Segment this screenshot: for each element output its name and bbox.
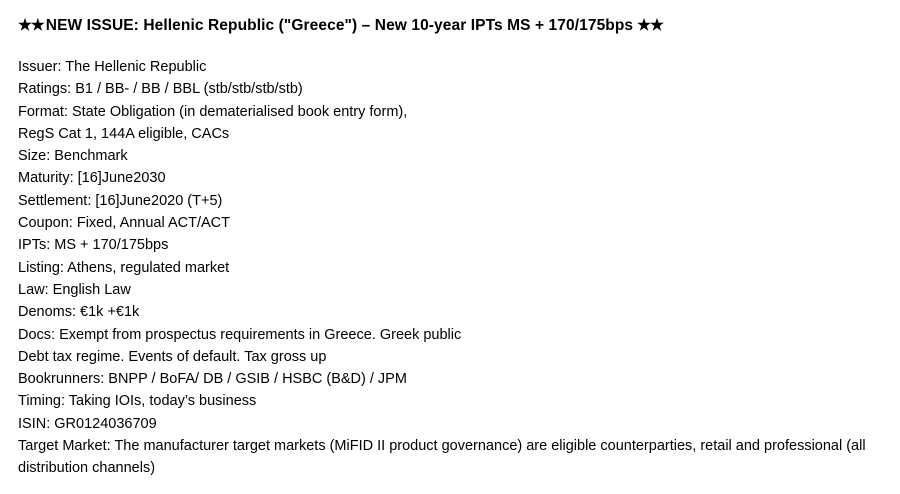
term-line: Target Market: The manufacturer target markets (MiFID II product governance) are eligible counterparties, retail and professional (all distribution channels) bbox=[18, 438, 866, 477]
term-line: Bookrunners: BNPP / BoFA/ DB / GSIB / HSBC (B&D) / JPM bbox=[18, 371, 407, 388]
term-line: Issuer: The Hellenic Republic bbox=[18, 59, 207, 75]
term-line: Coupon: Fixed, Annual ACT/ACT bbox=[18, 215, 230, 232]
term-line: Timing: Taking IOIs, today’s business bbox=[18, 393, 257, 410]
term-line: Docs: Exempt from prospectus requirements in Greece. Greek public bbox=[18, 326, 462, 343]
term-line: Settlement: [16]June2020 (T+5) bbox=[18, 192, 223, 209]
term-line: Size: Benchmark bbox=[18, 148, 128, 165]
term-line: Maturity: [16]June2030 bbox=[18, 170, 166, 187]
term-line: RegS Cat 1, 144A eligible, CACs bbox=[18, 125, 230, 142]
star-decoration-right: ★★ bbox=[637, 17, 663, 34]
term-line: Format: State Obligation (in dematerialised book entry form), bbox=[18, 103, 408, 120]
term-line: Denoms: €1k +€1k bbox=[18, 304, 140, 321]
term-line: Listing: Athens, regulated market bbox=[18, 259, 230, 276]
page-title bbox=[18, 16, 882, 36]
star-decoration-left: ★★ bbox=[18, 17, 44, 34]
term-sheet-list bbox=[18, 56, 882, 480]
term-line: ISIN: GR0124036709 bbox=[18, 415, 157, 432]
page-title-text: NEW ISSUE: Hellenic Republic ("Greece") – New 10-year IPTs MS + 170/175bps bbox=[45, 17, 634, 34]
term-line: Debt tax regime. Events of default. Tax gross up bbox=[18, 348, 327, 365]
term-line: IPTs: MS + 170/175bps bbox=[18, 237, 169, 254]
term-line: Law: English Law bbox=[18, 281, 131, 298]
term-line: Ratings: B1 / BB- / BB / BBL (stb/stb/stb/stb) bbox=[18, 81, 303, 98]
